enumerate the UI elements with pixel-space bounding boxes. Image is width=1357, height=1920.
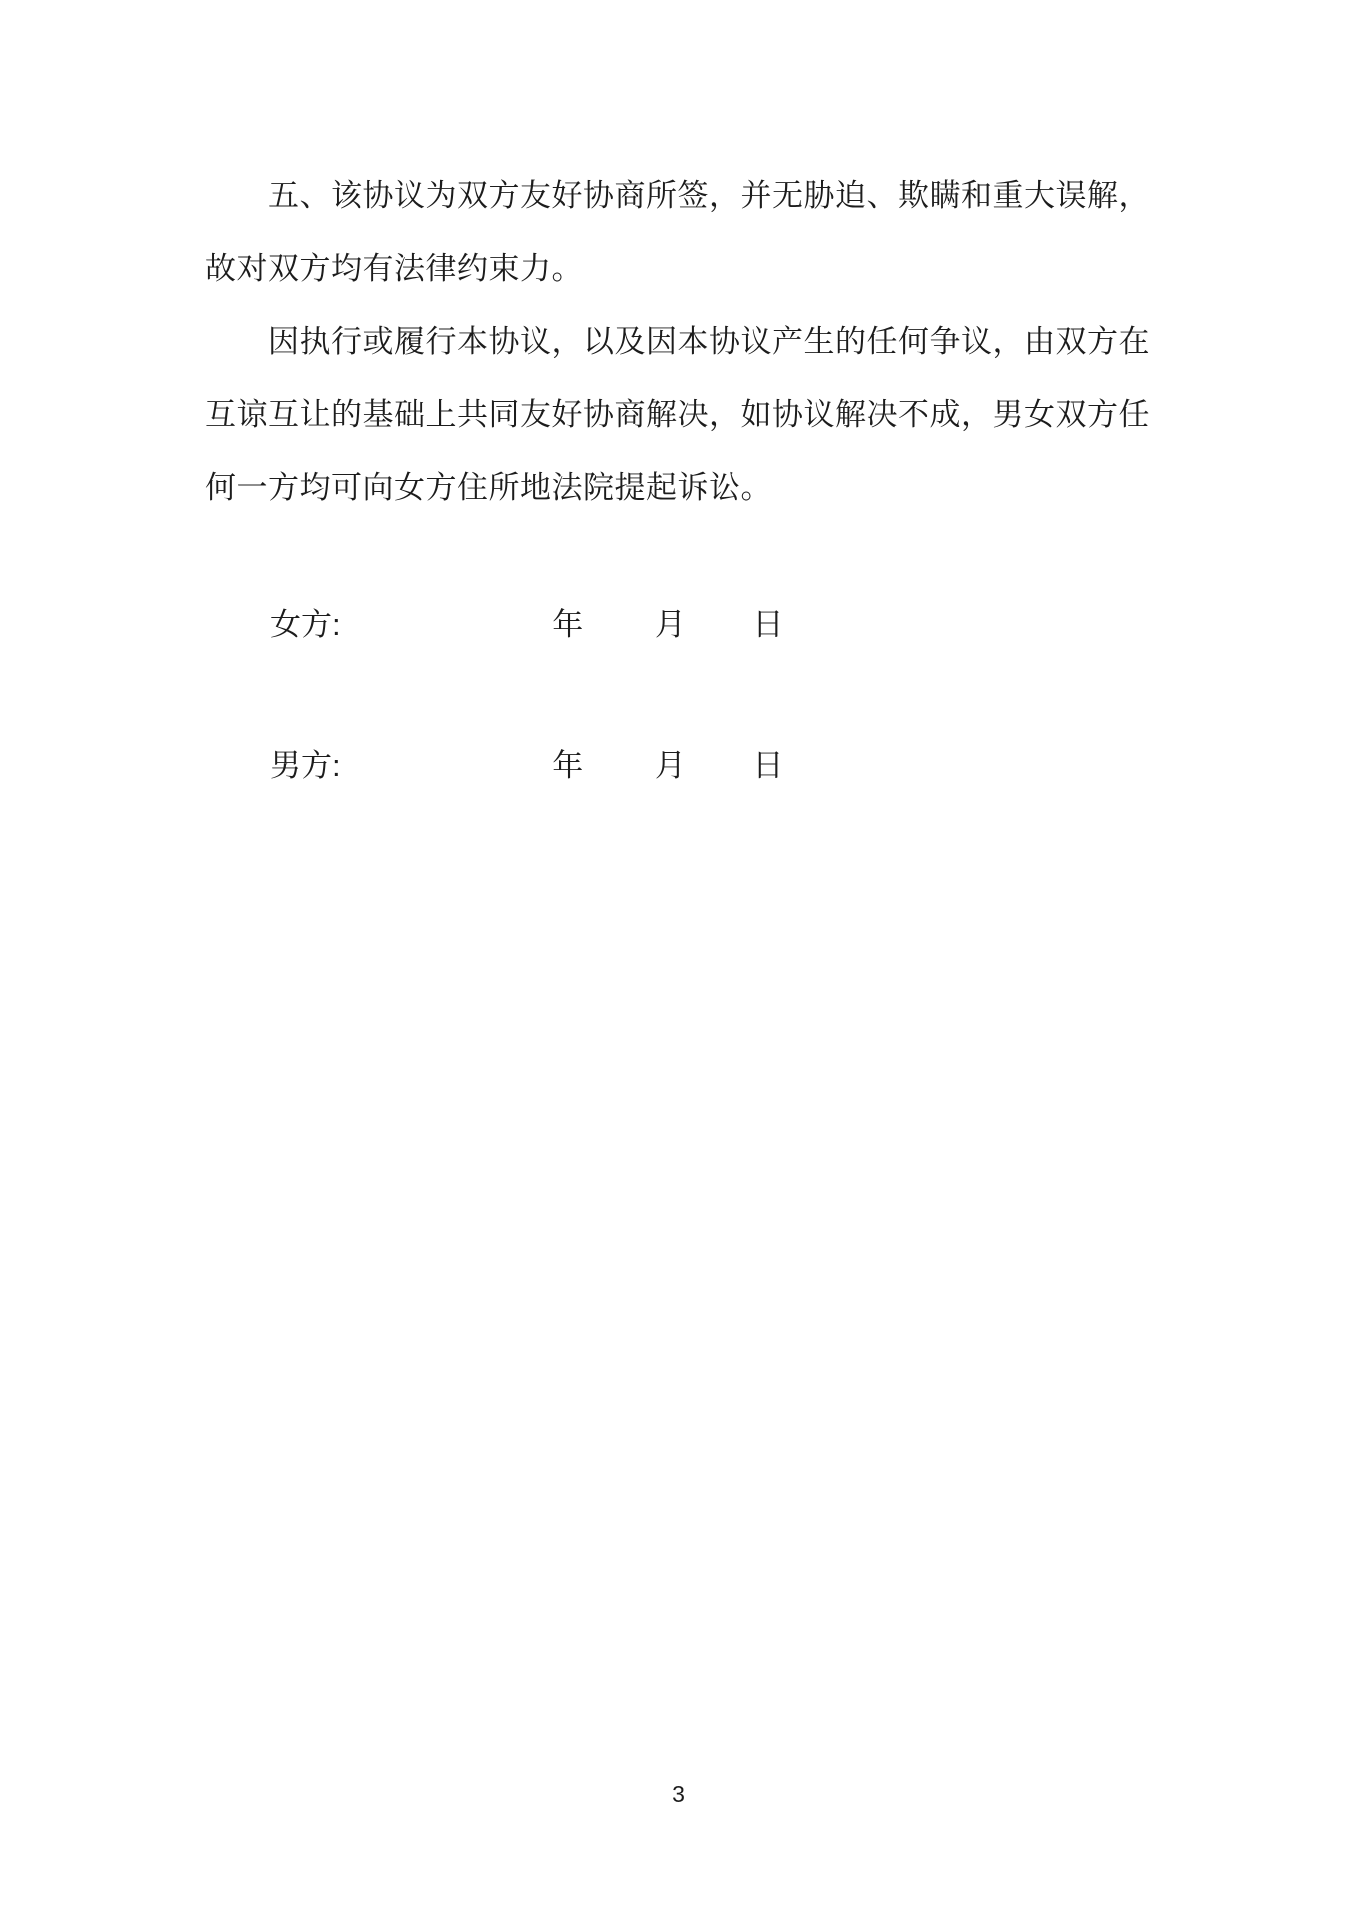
man-month-label: 月 [654,748,686,783]
woman-day-label: 日 [752,607,784,642]
clause-five-line-1: 五、该协议为双方友好协商所签，并无胁迫、欺瞒和重大误解， [268,178,1150,213]
woman-month-label: 月 [654,607,686,642]
dispute-clause-line-2: 互谅互让的基础上共同友好协商解决，如协议解决不成，男女双方任 [205,397,1150,432]
signature-row-man [270,729,784,802]
woman-year-label: 年 [552,607,584,642]
dispute-clause-line-3: 何一方均可向女方住所地法院提起诉讼。 [205,470,772,505]
document-body [205,159,1170,524]
man-day-label: 日 [752,748,784,783]
page-number: 3 [672,1781,685,1807]
man-year-label: 年 [552,748,584,783]
dispute-clause-line-1: 因执行或履行本协议，以及因本协议产生的任何争议，由双方在 [268,324,1150,359]
clause-five-line-2: 故对双方均有法律约束力。 [205,251,583,286]
woman-party-label: 女方: [270,607,341,642]
man-party-label: 男方: [270,748,341,783]
signature-row-woman [270,588,784,661]
